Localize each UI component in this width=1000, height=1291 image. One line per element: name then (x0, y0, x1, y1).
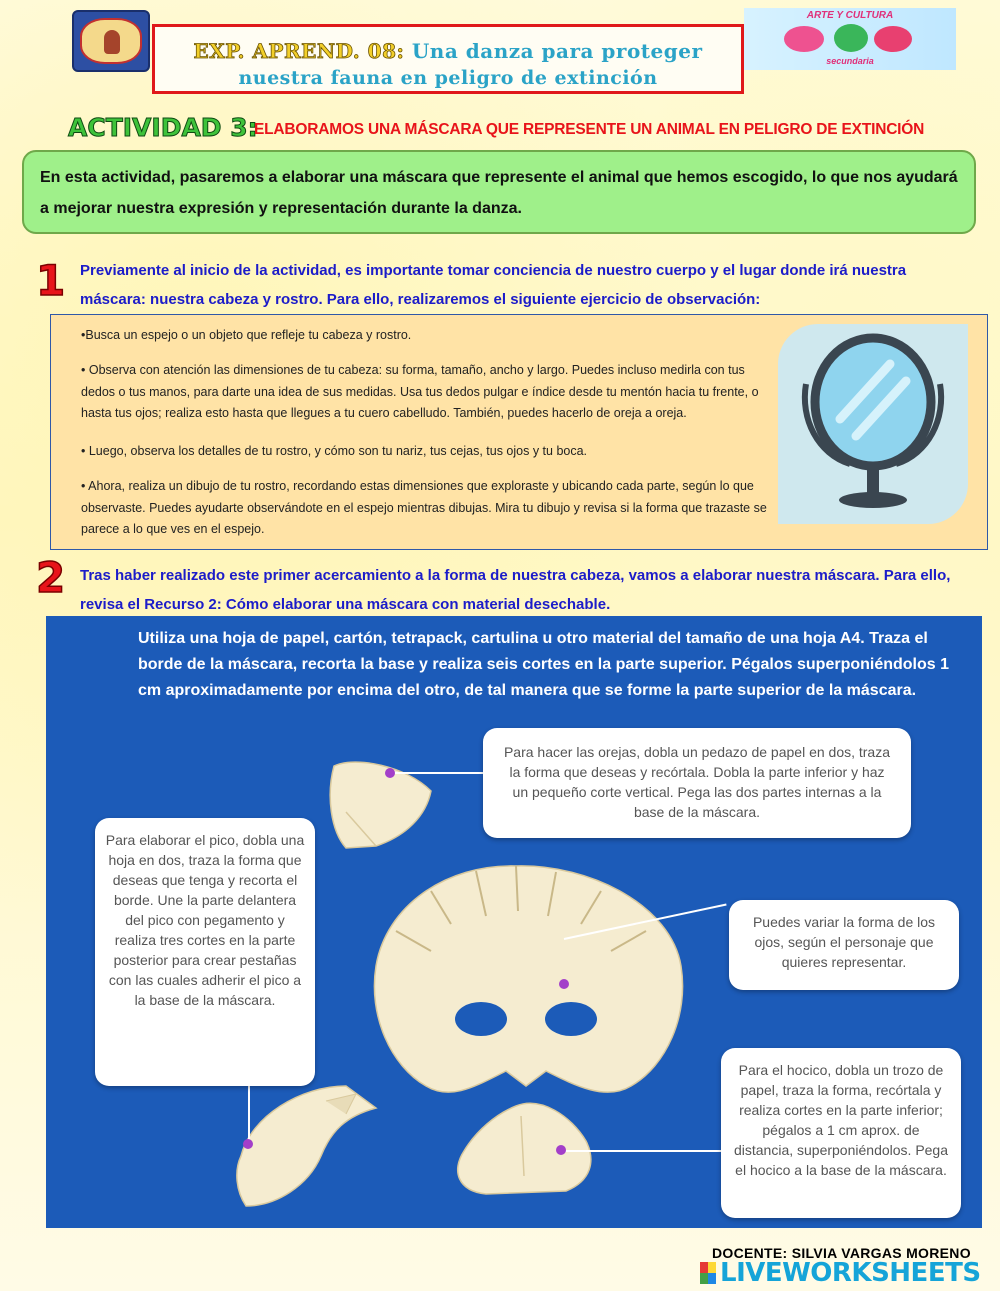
crest-figure (104, 30, 120, 54)
activity-description: ELABORAMOS UNA MÁSCARA QUE REPRESENTE UN ANIMAL EN PELIGRO DE EXTINCIÓN (254, 121, 925, 138)
eyes-callout: Puedes variar la forma de los ojos, según el personaje que quieres representar. (729, 900, 959, 990)
list-item: • Observa con atención las dimensiones de tu cabeza: su forma, tamaño, ancho y largo. Puedes incluso medirla con tus dedos o tus manos, para darte una idea de sus medidas. Usa tus dedos pulgar e índice desde tu mentón hacia tu frente, o hasta tus ojos; realiza esto hasta que llegues a tu cuero cabelludo. También, puedes hacerlo de oreja a oreja. (81, 363, 759, 420)
snout-connector (561, 1150, 723, 1152)
art-logo-top: ARTE Y CULTURA (806, 10, 894, 21)
mask-instructions-panel (46, 616, 982, 1228)
art-culture-logo (744, 8, 956, 70)
beak-connector (248, 1086, 250, 1144)
step-1-number: 1 (36, 256, 66, 305)
experience-title-box (152, 24, 744, 94)
mask-left-eye (455, 1002, 507, 1036)
beak-piece (237, 1086, 376, 1206)
mirror-icon (778, 324, 968, 524)
ears-connector (390, 772, 484, 774)
liveworksheets-logo-icon (700, 1262, 716, 1284)
eyes-marker (559, 979, 569, 989)
activity-intro-box (22, 150, 976, 234)
mask-right-eye (545, 1002, 597, 1036)
art-logo-shape (834, 24, 868, 52)
art-logo-shape (874, 26, 912, 52)
art-logo-shape (784, 26, 824, 52)
liveworksheets-brand[interactable] (700, 1258, 996, 1288)
resource-intro: Utiliza una hoja de papel, cartón, tetrapack, cartulina u otro material del tamaño de una hoja A4. Traza el borde de la máscara, recorta la base y realiza seis cortes en la parte superior. Pégalos superponiéndolos 1 cm aproximadamente por encima del otro, de tal manera que se forme la parte superior de la máscara. (138, 630, 950, 699)
title-prefix: EXP. APREND. 08: (193, 39, 405, 63)
title-line-1 (155, 39, 741, 63)
snout-callout: Para el hocico, dobla un trozo de papel, traza la forma, recórtala y realiza cortes en la parte inferior; pégalos a 1 cm aprox. de distancia, superponiéndolos. Pega el hocico a la base de la máscara. (721, 1048, 961, 1218)
list-item: •Busca un espejo o un objeto que refleje tu cabeza y rostro. (81, 328, 412, 342)
school-logo (72, 10, 150, 72)
list-item: • Luego, observa los detalles de tu rostro, y cómo son tu nariz, tus cejas, tus ojos y tu boca. (81, 444, 588, 458)
snout-piece (458, 1103, 591, 1194)
teacher-credit: DOCENTE: SILVIA VARGAS MORENO (712, 1245, 971, 1261)
step-2-number: 2 (36, 553, 66, 602)
mirror-illustration (778, 324, 968, 524)
beak-marker (243, 1139, 253, 1149)
snout-marker (556, 1145, 566, 1155)
ears-marker (385, 768, 395, 778)
list-item: • Ahora, realiza un dibujo de tu rostro, recordando estas dimensiones que exploraste y ubicando cada parte, según lo que observaste. Puedes ayudarte observándote en el espejo mientras dibujas. Mira tu dibujo y revisa si la forma que trazaste se parece a lo que ves en el espejo. (81, 479, 767, 536)
school-crest (80, 18, 142, 64)
liveworksheets-wordmark: LIVEWORKSHEETS (720, 1258, 981, 1288)
title-main: Una danza para proteger (411, 39, 703, 63)
step-1-text: Previamente al inicio de la actividad, es importante tomar conciencia de nuestro cuerpo y el lugar donde irá nuestra máscara: nuestra cabeza y rostro. Para ello, realizaremos el siguiente ejercicio de observación: (80, 262, 907, 308)
mask-base (374, 866, 682, 1092)
title-line-2: nuestra fauna en peligro de extinción (238, 67, 658, 89)
ear-piece (330, 762, 431, 848)
beak-callout: Para elaborar el pico, dobla una hoja en dos, traza la forma que deseas que tenga y recorta el borde. Une la parte delantera del pico con pegamento y realiza tres cortes en la parte posterior para crear pestañas con las cuales adherir el pico a la base de la máscara. (95, 818, 315, 1086)
ears-callout: Para hacer las orejas, dobla un pedazo de papel en dos, traza la forma que deseas y recórtala. Dobla la parte inferior y haz un pequeño corte vertical. Pega las dos partes internas a la base de la máscara. (483, 728, 911, 838)
activity-intro-text: En esta actividad, pasaremos a elaborar una máscara que represente el animal que hemos escogido, lo que nos ayudará a mejorar nuestra expresión y representación durante la danza. (40, 169, 958, 217)
activity-label: ACTIVIDAD 3: (68, 113, 258, 142)
step-2-text: Tras haber realizado este primer acercamiento a la forma de nuestra cabeza, vamos a elaborar nuestra máscara. Para ello, revisa el Recurso 2: Cómo elaborar una máscara con material desechable. (80, 567, 951, 613)
art-logo-bottom: secundaria (826, 56, 874, 66)
